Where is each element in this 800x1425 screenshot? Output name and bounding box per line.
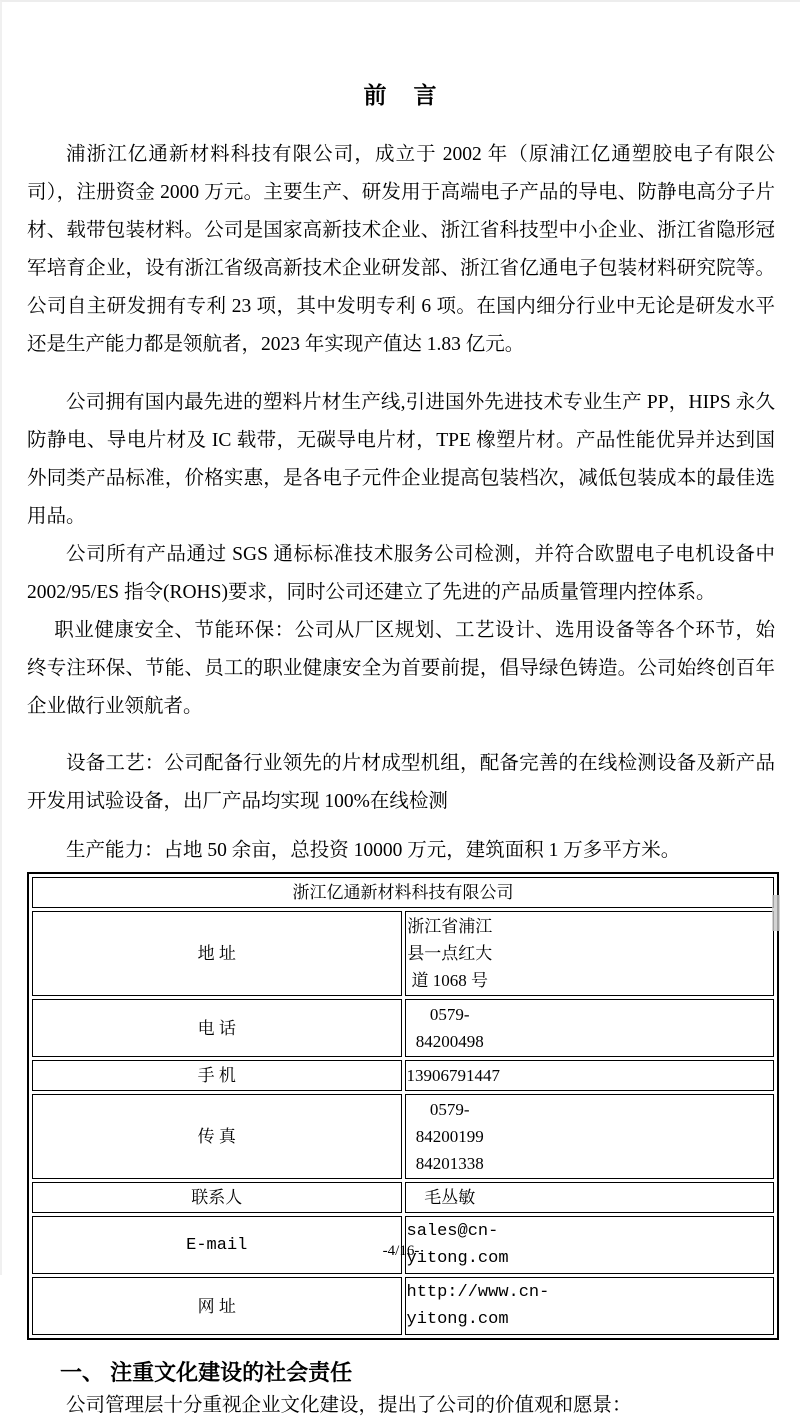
table-row-contact-person <box>32 1182 774 1213</box>
table-row-fax <box>32 1094 774 1179</box>
paragraph-company-intro: 浦浙江亿通新材料科技有限公司，成立于 2002 年（原浦江亿通塑胶电子有限公司），注册资金 2000 万元。主要生产、研发用于高端电子产品的导电、防静电高分子片材、载带包装材料。公司是国家高新技术企业、浙江省科技型中小企业、浙江省隐形冠军培育企业，设有浙江省级高新技术企业研发部、浙江省亿通电子包装材料研究院等。公司自主研发拥有专利 23 项，其中发明专利 6 项。在国内细分行业中无论是研发水平还是生产能力都是领航者，2023 年实现产值达 1.83 亿元。 <box>27 144 775 355</box>
scan-artifact <box>772 895 780 931</box>
phone-label: 电 话 <box>32 999 402 1057</box>
paragraph-health-safety: 职业健康安全、节能环保：公司从厂区规划、工艺设计、选用设备等各个环节，始终专注环保、节能、员工的职业健康安全为首要前提，倡导绿色铸造。公司始终创百年企业做行业领航者。 <box>27 620 775 717</box>
fax-label: 传 真 <box>32 1094 402 1179</box>
contact-person-value: 毛丛敏 <box>405 1182 775 1213</box>
table-row-address <box>32 911 774 996</box>
paragraph-production-capacity: 生产能力：占地 50 余亩，总投资 10000 万元，建筑面积 1 万多平方米。 <box>66 840 681 861</box>
contact-person-label: 联系人 <box>32 1182 402 1213</box>
website-value: http://www.cn-yitong.com <box>405 1277 775 1335</box>
table-row-company-name <box>32 877 774 908</box>
page-number: -4/16- <box>382 1243 420 1259</box>
address-label: 地 址 <box>32 911 402 996</box>
fax-value: 0579-84200199 84201338 <box>405 1094 775 1179</box>
phone-value: 0579-84200498 <box>405 999 775 1057</box>
paragraph-culture-intro: 公司管理层十分重视企业文化建设，提出了公司的价值观和愿景： <box>66 1395 632 1416</box>
paragraph-equipment-process: 设备工艺：公司配备行业领先的片材成型机组，配备完善的在线检测设备及新产品开发用试验设备，出厂产品均实现 100%在线检测 <box>27 753 775 812</box>
address-value: 浙江省浦江县一点红大道 1068 号 <box>405 911 775 996</box>
section-heading-culture: 一、 注重文化建设的社会责任 <box>60 1360 353 1385</box>
table-row-phone <box>32 999 774 1057</box>
page-title: 前 言 <box>363 83 439 108</box>
table-row-website <box>32 1277 774 1335</box>
table-row-mobile <box>32 1060 774 1091</box>
paragraph-production-line: 公司拥有国内最先进的塑料片材生产线,引进国外先进技术专业生产 PP，HIPS 永久防静电、导电片材及 IC 载带，无碳导电片材，TPE 橡塑片材。产品性能优异并达到国外同类产品标准，价格实惠，是各电子元件企业提高包装档次，减低包装成本的最佳选用品。 <box>27 392 775 527</box>
paragraph-sgs-certification: 公司所有产品通过 SGS 通标标准技术服务公司检测，并符合欧盟电子电机设备中 2002/95/ES 指令(ROHS)要求，同时公司还建立了先进的产品质量管理内控体系。 <box>27 544 775 603</box>
email-value: sales@cn-yitong.com <box>405 1216 775 1274</box>
mobile-value: 13906791447 <box>405 1060 775 1091</box>
company-info-table <box>27 872 779 1340</box>
email-label: E-mail <box>32 1216 402 1274</box>
company-name-cell: 浙江亿通新材料科技有限公司 <box>32 877 774 908</box>
website-label: 网 址 <box>32 1277 402 1335</box>
mobile-label: 手 机 <box>32 1060 402 1091</box>
